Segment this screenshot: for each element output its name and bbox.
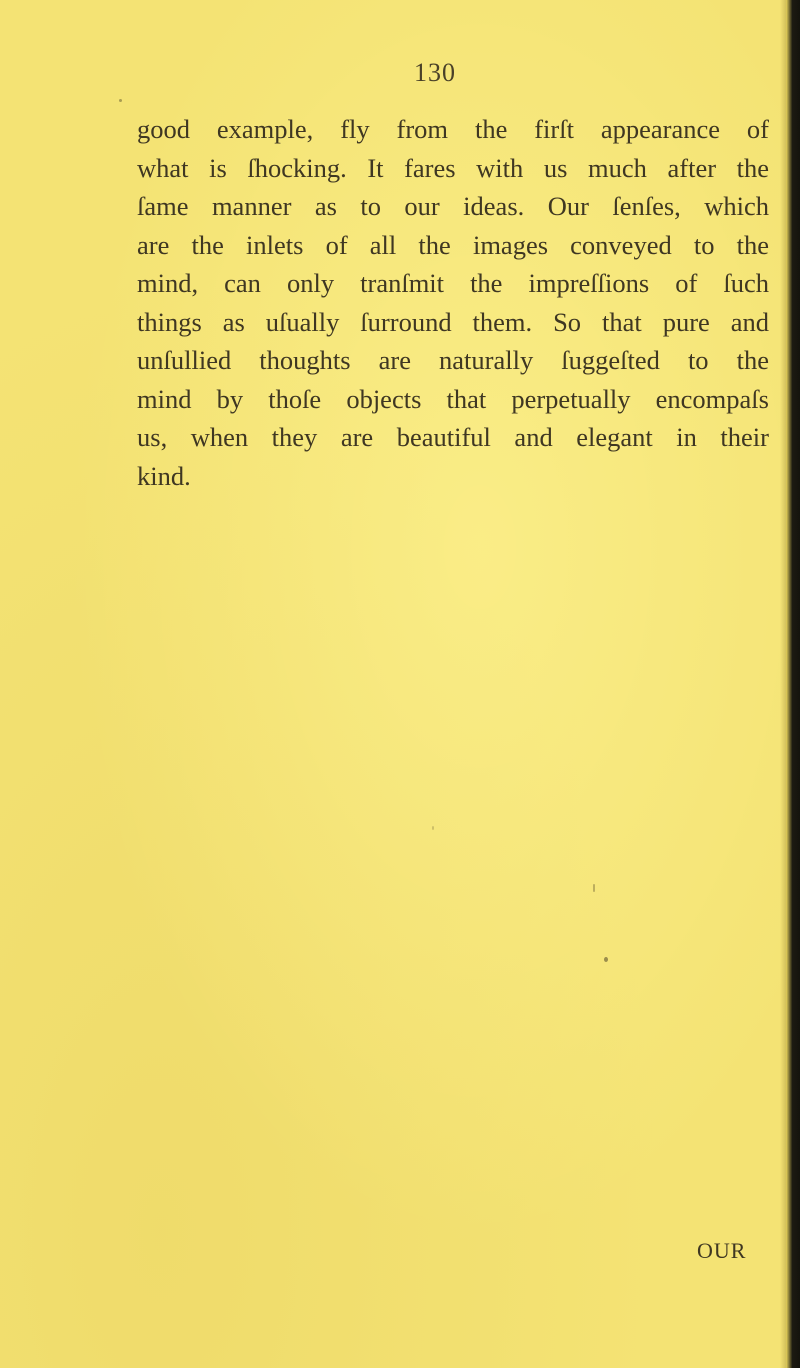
text-line: what is ſhocking. It fares with us much after the [137,152,769,183]
text-line: things as uſually ſurround them. So that pure and [137,306,769,337]
text-line: are the inlets of all the images conveyed to the [137,229,769,260]
paper-speck [432,826,434,830]
text-line: ſame manner as to our ideas. Our ſenſes, which [137,191,769,221]
text-line: us, when they are beautiful and elegant in their [137,422,769,452]
paper-speck [604,957,608,962]
paper-speck [119,99,122,102]
text-line: good example, fly from the firſt appearance of [137,114,769,144]
paper-speck [593,884,595,892]
text-line: mind, can only tranſmit the impreſſions of ſuch [137,268,769,298]
text-line: kind. [137,460,191,491]
page-number: 130 [414,58,456,87]
page-edge [786,0,800,1368]
text-line: mind by thoſe objects that perpetually encompaſs [137,383,769,414]
body-text [137,110,769,495]
catchword: OUR [697,1238,747,1263]
text-line: unſullied thoughts are naturally ſuggeſted to the [137,345,769,375]
